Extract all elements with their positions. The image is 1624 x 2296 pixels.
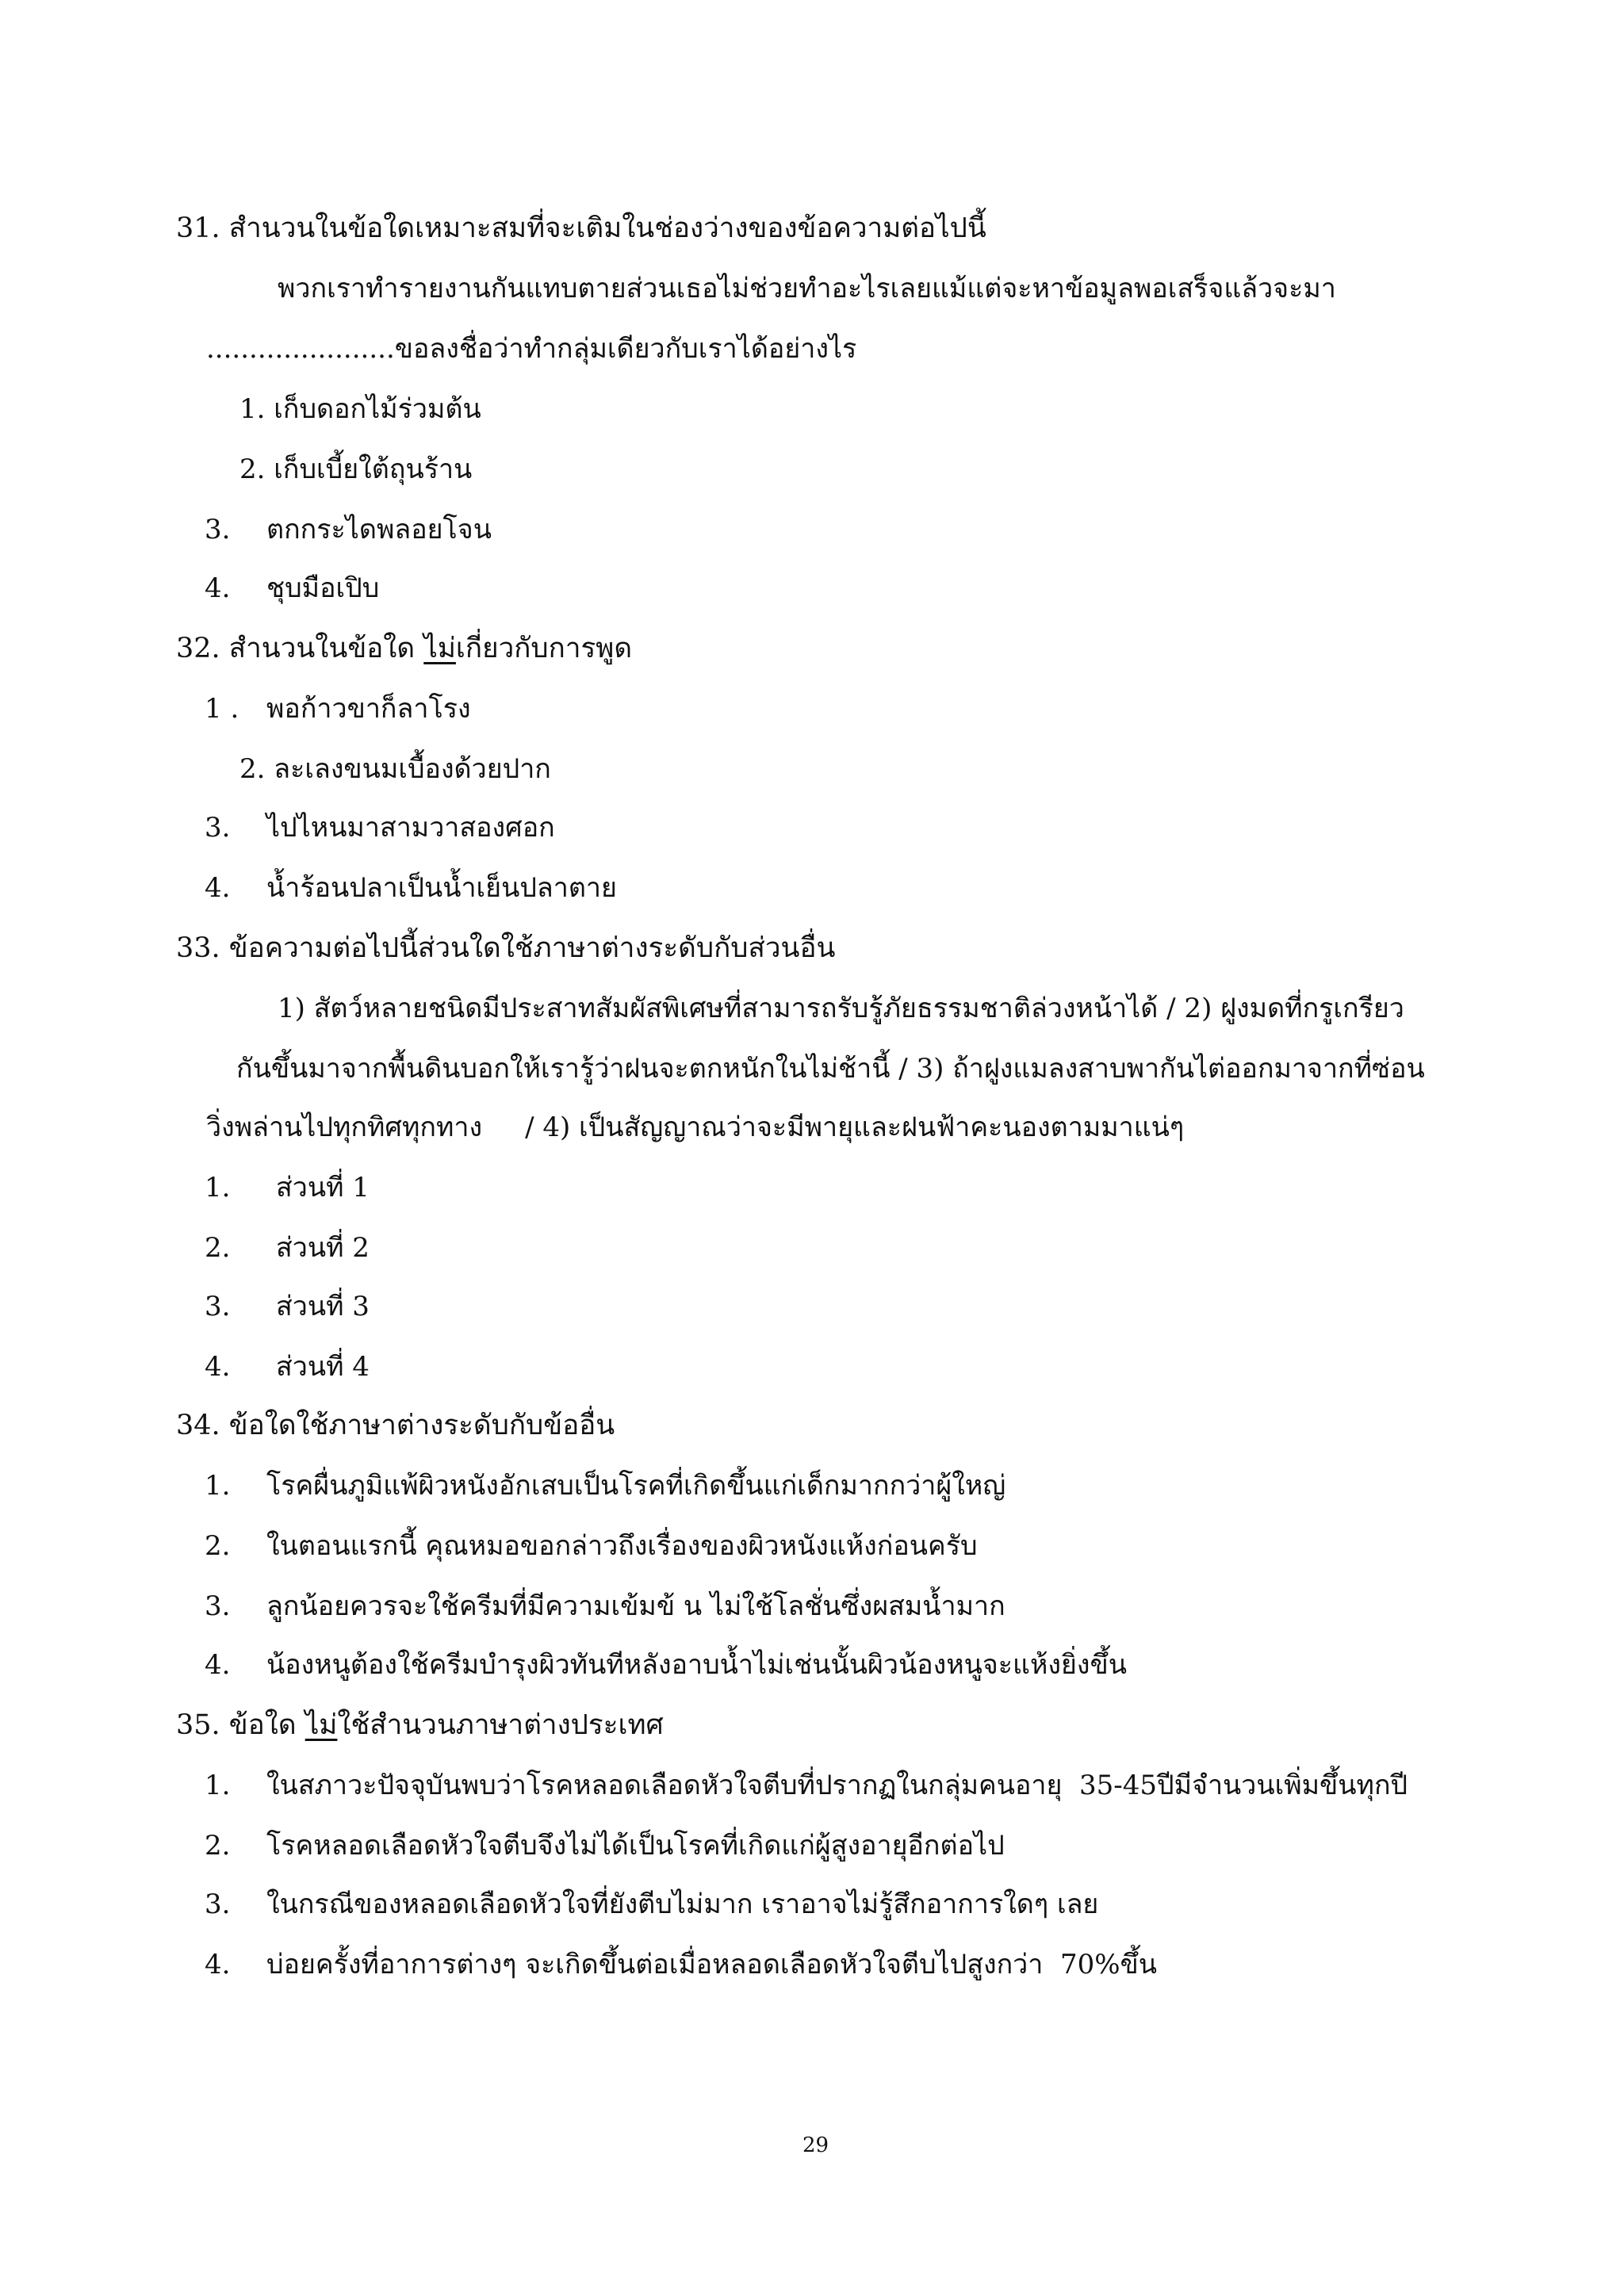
option-text: ในสภาวะปัจจุบันพบว่าโรคหลอดเลือดหัวใจตีบที่ปรากฏในกลุ่มคนอายุ 35-45ปีมีจำนวนเพิ่มขึ้นทุกปี — [266, 1770, 1408, 1801]
option-number: 2. — [239, 453, 266, 485]
q32-option-4 — [205, 871, 617, 905]
option-text: ส่วนที่ 2 — [276, 1232, 370, 1264]
q35-option-2 — [205, 1828, 1005, 1863]
q34-option-2 — [205, 1529, 978, 1563]
option-number: 2. — [205, 1530, 231, 1562]
q33-title: 33. ข้อความต่อไปนี้ส่วนใดใช้ภาษาต่างระดับกับส่วนอื่น — [176, 932, 836, 964]
q33-option-4 — [205, 1349, 370, 1384]
q32-option-3 — [205, 810, 555, 845]
option-text: ในกรณีของหลอดเลือดหัวใจที่ยังตีบไม่มาก เราอาจไม่รู้สึกอาการใดๆ เลย — [266, 1888, 1099, 1920]
option-text: ชุบมือเปิบ — [266, 572, 380, 604]
option-number: 3. — [205, 514, 231, 545]
option-number: 2. — [205, 1232, 231, 1264]
option-number: 3. — [205, 1590, 231, 1622]
q31-passage-line-2: ......................ขอลงชื่อว่าทำกลุ่มเดียวกับเราได้อย่างไร — [206, 333, 857, 365]
option-text: ลูกน้อยควรจะใช้ครีมที่มีความเข้มข้ น ไม่ใช้โลชั่นซึ่งผสมน้ำมาก — [266, 1590, 1005, 1622]
option-number: 1. — [205, 1172, 231, 1203]
option-text: น้องหนูต้องใช้ครีมบำรุงผิวทันทีหลังอาบน้ำไม่เช่นนั้นผิวน้องหนูจะแห้งยิ่งขึ้น — [266, 1649, 1127, 1681]
q33-option-1 — [205, 1170, 370, 1205]
q33-passage-line-3: วิ่งพล่านไปทุกทิศทุกทาง / 4) เป็นสัญญาณว่าจะมีพายุและฝนฟ้าคะนองตามมาแน่ๆ — [206, 1112, 1185, 1143]
option-text: เก็บเบี้ยใต้ถุนร้าน — [274, 453, 473, 485]
q33-passage-line-2: กันขึ้นมาจากพื้นดินบอกให้เรารู้ว่าฝนจะตกหนักในไม่ช้านี้ / 3) ถ้าฝูงแมลงสาบพากันไต่ออกมาจากที่ซ่อน — [236, 1053, 1425, 1085]
option-number: 1. — [205, 1470, 231, 1502]
option-number: 4. — [205, 1649, 231, 1681]
q32-title-underlined: ไม่ — [423, 633, 456, 664]
q35-option-3 — [205, 1887, 1098, 1922]
option-text: ละเลงขนมเบื้องด้วยปาก — [274, 753, 551, 785]
q31-option-2 — [239, 452, 472, 487]
q32-title-suffix: เกี่ยวกับการพูด — [455, 633, 633, 664]
option-text: โรคหลอดเลือดหัวใจตีบจึงไม่ได้เป็นโรคที่เกิดแก่ผู้สูงอายุอีกต่อไป — [266, 1830, 1005, 1862]
option-text: ส่วนที่ 1 — [276, 1172, 370, 1203]
q34-option-3 — [205, 1589, 1005, 1624]
option-number: 1. — [239, 393, 266, 425]
q35-option-4 — [205, 1947, 1157, 1982]
option-number: 1. — [205, 1770, 231, 1801]
q32-option-2 — [239, 752, 551, 786]
option-text: เก็บดอกไม้ร่วมต้น — [274, 393, 481, 425]
option-text: น้ำร้อนปลาเป็นน้ำเย็นปลาตาย — [266, 872, 617, 904]
option-number: 3. — [205, 1291, 231, 1322]
option-number: 4. — [205, 572, 231, 604]
option-number: 2. — [205, 1830, 231, 1862]
q34-title: 34. ข้อใดใช้ภาษาต่างระดับกับข้ออื่น — [176, 1410, 615, 1441]
option-number: 2. — [239, 753, 266, 785]
option-text: ในตอนแรกนี้ คุณหมอขอกล่าวถึงเรื่องของผิวหนังแห้งก่อนครับ — [266, 1530, 978, 1562]
q34-option-4 — [205, 1647, 1127, 1682]
option-number: 4. — [205, 872, 231, 904]
q33-option-2 — [205, 1230, 370, 1265]
q35-title — [176, 1708, 664, 1743]
q35-title-prefix: 35. ข้อใด — [176, 1709, 297, 1741]
option-text: ตกกระไดพลอยโจน — [266, 514, 492, 545]
option-text: ส่วนที่ 3 — [276, 1291, 370, 1322]
q35-title-suffix: ใช้สำนวนภาษาต่างประเทศ — [337, 1709, 664, 1741]
option-text: บ่อยครั้งที่อาการต่างๆ จะเกิดขึ้นต่อเมื่อหลอดเลือดหัวใจตีบไปสูงกว่า 70%ขึ้น — [266, 1949, 1158, 1980]
option-text: พอก้าวขาก็ลาโรง — [266, 693, 471, 725]
q31-option-4 — [205, 571, 379, 606]
q32-title-prefix: 32. สำนวนในข้อใด — [176, 633, 416, 664]
option-text: ไปไหนมาสามวาสองศอก — [266, 812, 555, 844]
q33-option-3 — [205, 1289, 370, 1324]
option-number: 3. — [205, 1888, 231, 1920]
q34-option-1 — [205, 1468, 1005, 1503]
q31-option-1 — [239, 392, 481, 427]
q32-option-1 — [205, 691, 471, 726]
option-number: 3. — [205, 812, 231, 844]
option-text: โรคผื่นภูมิแพ้ผิวหนังอักเสบเป็นโรคที่เกิดขึ้นแก่เด็กมากกว่าผู้ใหญ่ — [266, 1470, 1006, 1502]
q33-passage-line-1: 1) สัตว์หลายชนิดมีประสาทสัมผัสพิเศษที่สามารถรับรู้ภัยธรรมชาติล่วงหน้าได้ / 2) ฝูงมดที่กรูเกรียว — [278, 993, 1404, 1024]
option-text: ส่วนที่ 4 — [276, 1351, 370, 1383]
q35-option-1 — [205, 1768, 1408, 1803]
page-number: 29 — [802, 2133, 829, 2157]
q31-passage-line-1: พวกเราทำรายงานกันแทบตายส่วนเธอไม่ช่วยทำอะไรเลยแม้แต่จะหาข้อมูลพอเสร็จแล้วจะมา — [278, 273, 1336, 304]
option-number: 1 . — [205, 693, 239, 725]
q35-title-underlined: ไม่ — [304, 1709, 338, 1741]
q31-title: 31. สำนวนในข้อใดเหมาะสมที่จะเติมในช่องว่างของข้อความต่อไปนี้ — [176, 212, 986, 244]
q32-title — [176, 631, 632, 666]
option-number: 4. — [205, 1351, 231, 1383]
option-number: 4. — [205, 1949, 231, 1980]
q31-option-3 — [205, 512, 492, 547]
